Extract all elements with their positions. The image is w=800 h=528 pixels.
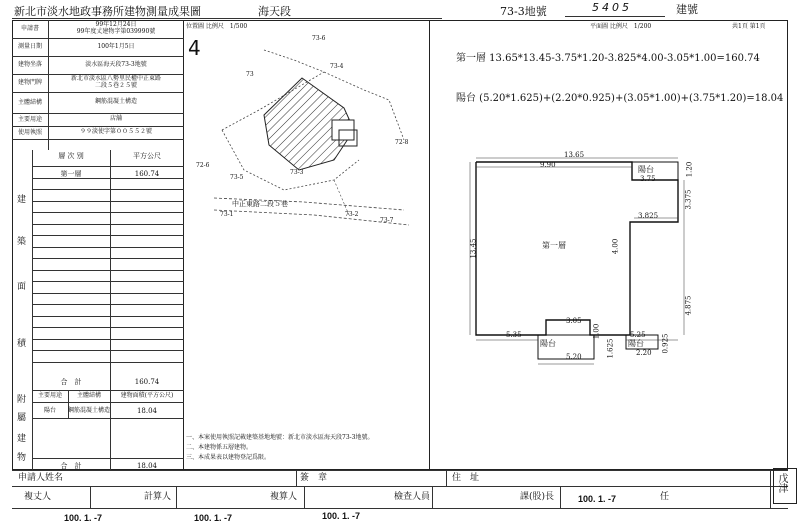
dim-bottom-right: 5.25 (630, 331, 646, 339)
footer-divider (176, 486, 177, 508)
dim-notch-height: 1.20 (685, 161, 694, 178)
building-number-label: 建號 (676, 3, 698, 16)
area-row-floor: 第一層 (60, 170, 82, 178)
dim-balcony-left-height: 1.625 (606, 338, 615, 359)
lot-label: 73 (246, 71, 254, 78)
area-row-line (32, 316, 184, 317)
lot-label: 73-7 (380, 217, 394, 224)
info-value: ９９淡使字第００５５２號 (79, 128, 152, 136)
balcony-label: 陽台 (540, 339, 556, 348)
area-row-line (32, 189, 184, 190)
area-row-line (32, 281, 184, 282)
annex-total-label: 合 計 (60, 462, 82, 470)
date-stamp: 100. 1. -7 (64, 513, 103, 523)
info-row-line (12, 92, 184, 93)
side-label-char: 積 (17, 339, 27, 349)
building-number-handwritten: 5405 (592, 1, 632, 14)
footer-divider (560, 486, 561, 508)
location-map-drawing (184, 20, 430, 240)
dim-bottom-notch-height: 1.00 (592, 323, 601, 340)
note-line: 三、本成果表以建物登記爲限。 (186, 454, 271, 461)
director-label: 任 (660, 492, 670, 502)
section-name: 海天段 (258, 5, 291, 18)
date-stamp: 100. 1. -7 (194, 513, 233, 523)
area-total-label: 合 計 (60, 378, 82, 386)
dim-balcony-right-width: 2.20 (636, 349, 652, 357)
area-row-line (32, 270, 184, 271)
area-row-line (32, 304, 184, 305)
side-label-char: 面 (17, 282, 27, 292)
info-row-line (12, 126, 184, 127)
info-value: 店舖 (109, 115, 122, 123)
area-header-value: 平方公尺 (133, 152, 161, 160)
info-value: 淡水區海天段73-3地號 (85, 60, 147, 68)
footer-divider (446, 470, 447, 486)
info-row-line (12, 113, 184, 114)
dim-top-inner: 9.90 (540, 161, 556, 169)
footer-divider (296, 470, 297, 486)
annex-row-structure: 鋼筋混凝土構造 (68, 407, 111, 414)
annex-header-use: 主要用途 (37, 392, 62, 399)
area-row-line (32, 339, 184, 340)
lot-label: 73-5 (230, 174, 244, 181)
info-value: 99年12月24日 99年度丈建物字第039990號 (76, 21, 156, 35)
area-row-line (32, 247, 184, 248)
annex-side-char: 建 (17, 434, 27, 444)
calculator-label: 計算人 (144, 492, 172, 502)
inspector-label: 檢查人員 (394, 492, 431, 502)
area-row-line (32, 258, 184, 259)
area-row-line (32, 327, 184, 328)
lot-label: 73-4 (330, 63, 344, 70)
rechecker-label: 複算人 (270, 492, 298, 502)
annex-header-structure: 主體結構 (76, 392, 101, 399)
area-row-line (32, 350, 184, 351)
annex-header-area: 建物面積(平方公尺) (120, 392, 174, 399)
date-stamp: 100. 1. -7 (578, 494, 617, 504)
annex-total-line (32, 458, 184, 459)
area-row-line (32, 212, 184, 213)
annex-row-line (32, 418, 184, 419)
area-row-line (32, 362, 184, 363)
info-label: 申請書 (20, 25, 39, 32)
footer-divider (90, 486, 91, 508)
info-value: 新北市淡水區八勢里民權中正東路 二段５巷２５號 (70, 75, 161, 89)
dim-balcony-right-height: 0.925 (661, 333, 670, 354)
annex-side-char: 物 (17, 453, 27, 463)
info-label: 使用執照 (17, 128, 42, 136)
annex-side-char: 屬 (17, 413, 27, 423)
lot-label: 73-1 (220, 211, 234, 218)
dim-right-upper: 3.375 (684, 189, 693, 210)
surveyor-label: 複丈人 (24, 492, 52, 502)
footer-mid-line (12, 486, 788, 487)
area-row-line (32, 178, 184, 179)
annex-side-char: 附 (17, 395, 27, 405)
side-label-char: 建 (17, 195, 27, 205)
annex-row-area: 18.04 (136, 407, 158, 415)
building-number-underline (565, 16, 665, 17)
dim-notch-width: 3.75 (640, 175, 656, 183)
dim-step-width: 3.825 (638, 212, 659, 220)
area-header-floor: 層 次 別 (58, 152, 84, 160)
lot-number: 73-3地號 (500, 5, 547, 18)
area-row-line (32, 201, 184, 202)
annex-header-line (32, 402, 184, 403)
info-label: 建物門牌 (17, 79, 42, 86)
area-row-line (32, 166, 184, 167)
info-label: 主要用途 (17, 115, 42, 123)
address-label: 住 址 (452, 473, 480, 483)
annex-top-line (32, 390, 184, 391)
dim-left-total: 13.45 (469, 238, 478, 259)
footer-divider (304, 486, 305, 508)
info-row-line (12, 139, 184, 140)
area-total-value: 160.74 (134, 378, 160, 386)
lot-label: 73-6 (312, 35, 326, 42)
dim-top-total: 13.65 (564, 151, 585, 159)
info-value: 鋼筋混凝土構造 (94, 98, 137, 106)
info-label: 主體結構 (17, 98, 42, 106)
info-row-line (12, 56, 184, 57)
document-title: 新北市淡水地政事務所建物測量成果圖 (14, 5, 201, 18)
date-stamp: 100. 1. -7 (322, 511, 361, 521)
page-indicator: 共1頁 第1頁 (732, 23, 766, 30)
dim-bottom-left: 5.35 (506, 331, 522, 339)
balcony-label: 陽台 (628, 339, 644, 348)
formula-main: 第一層 13.65*13.45-3.75*1.20-3.825*4.00-3.05*1.00=160.74 (456, 53, 760, 64)
annex-row-use: 陽台 (43, 407, 56, 414)
dim-balcony-left-width: 5.20 (566, 353, 582, 361)
info-row-line (12, 38, 184, 39)
seal-label: 簽 章 (300, 473, 328, 483)
info-value: 100年1月5日 (97, 42, 135, 50)
seal-stamp-text: 戊津 (776, 473, 787, 493)
area-row-line (32, 224, 184, 225)
dim-right-lower: 4.875 (684, 295, 693, 316)
note-line: 二、本建物係五層建物。 (186, 444, 253, 451)
lot-label: 72-6 (196, 162, 210, 169)
dim-bottom-notch-width: 3.05 (566, 317, 582, 325)
info-label: 建物坐落 (17, 61, 42, 68)
footer-bottom-line (12, 508, 788, 509)
annex-total-value: 18.04 (136, 462, 158, 470)
balcony-label: 陽台 (638, 165, 654, 174)
location-map-header: 位置圖 比例尺 1/500 (186, 23, 248, 30)
footer-divider (432, 486, 433, 508)
area-row-line (32, 235, 184, 236)
north-arrow-icon: 4 (188, 36, 201, 60)
formula-balcony: 陽台 (5.20*1.625)+(2.20*0.925)+(3.05*1.00)+(3.75*1.20)=18.04 (456, 93, 784, 104)
room-label: 第一層 (542, 241, 566, 250)
seal-stamp (773, 468, 797, 504)
section-chief-label: 課(股)長 (520, 492, 555, 502)
side-label-char: 築 (17, 237, 27, 247)
footer-divider (770, 470, 771, 508)
footer-top-line (12, 470, 788, 471)
title-underline (12, 18, 442, 19)
area-row-line (32, 293, 184, 294)
side-label-divider (32, 150, 33, 470)
area-row-value: 160.74 (134, 170, 160, 178)
lot-label: 72-8 (395, 139, 409, 146)
lot-label: 73-3 (290, 169, 304, 176)
road-label: 中正東路二段５巷 (232, 200, 288, 208)
applicant-name-label: 申請人姓名 (18, 473, 64, 483)
floor-plan-header: 平面圖 比例尺 1/200 (590, 23, 652, 30)
lot-label: 73-2 (345, 211, 359, 218)
note-line: 一、本案使用執照記載建築基地地號：新北市淡水區海天段73-3地號。 (186, 434, 374, 441)
info-label: 測量日期 (17, 43, 42, 50)
dim-step-height: 4.00 (611, 238, 620, 255)
